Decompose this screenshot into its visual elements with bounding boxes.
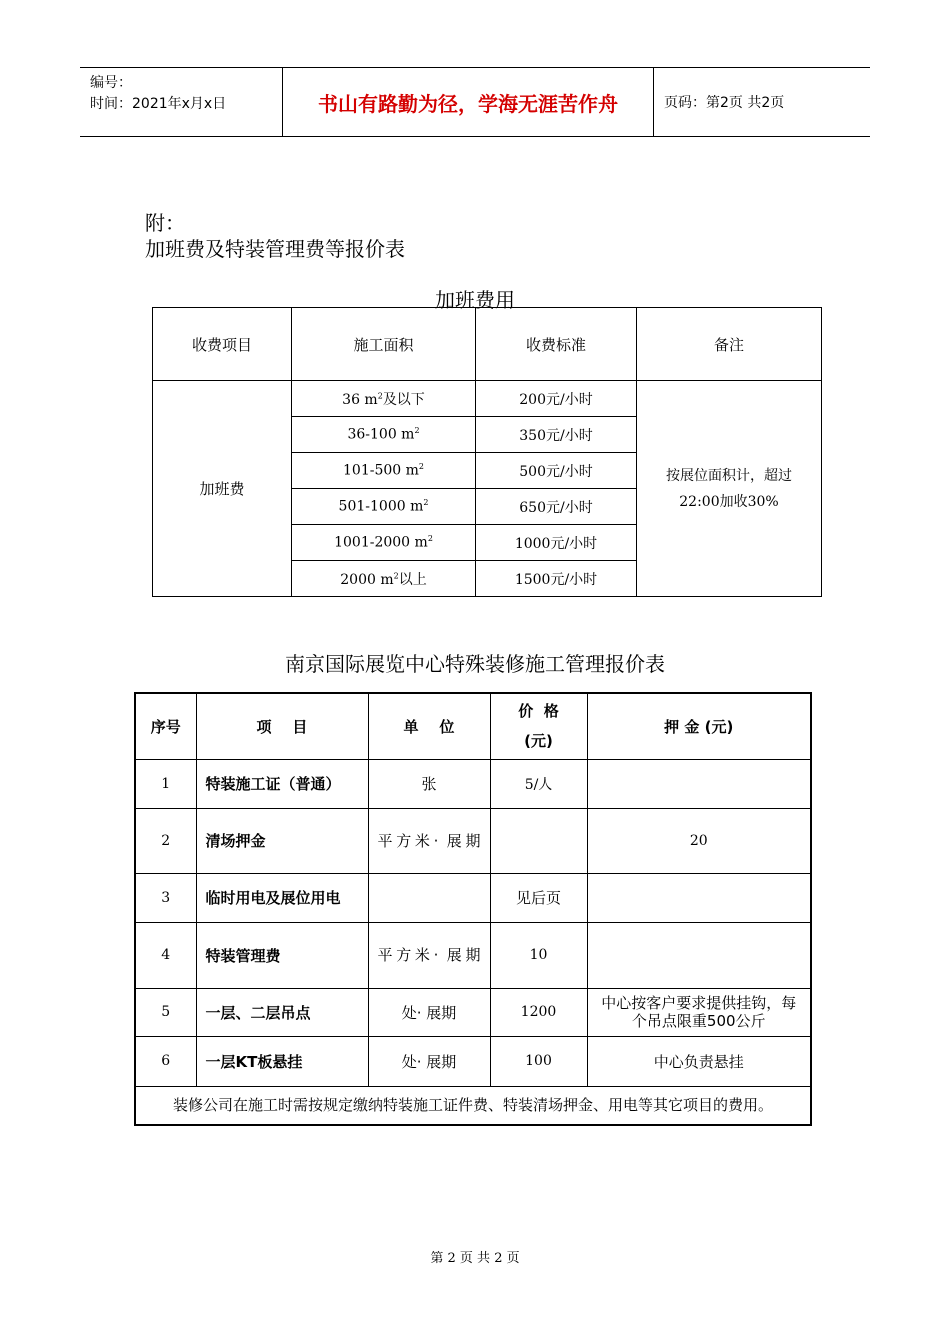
number-label: 编号：	[90, 75, 132, 91]
table-footnote-row	[135, 1086, 811, 1125]
unit-cell: 平方米· 展期	[368, 808, 490, 873]
unit-cell: 处· 展期	[368, 1036, 490, 1086]
item-cell: 清场押金	[196, 808, 368, 873]
document-title: 加班费及特装管理费等报价表	[145, 237, 405, 261]
no-cell: 1	[135, 759, 196, 808]
table-header-row	[135, 693, 811, 759]
area-cell: 501-1000 $m^2$	[292, 489, 476, 525]
unit-cell: 处· 展期	[368, 988, 490, 1036]
price-cell	[490, 808, 587, 873]
rate-cell: 1000元/小时	[476, 525, 637, 561]
item-cell: 一层KT板悬挂	[196, 1036, 368, 1086]
time-label: 时间：2021年x月x日	[90, 96, 227, 112]
no-cell: 5	[135, 988, 196, 1036]
overtime-table-caption: 加班费用	[435, 288, 515, 312]
header-motto: 书山有路勤为径，学海无涯苦作舟	[282, 68, 654, 136]
no-cell: 3	[135, 873, 196, 922]
note-cell: 按展位面积计，超过 22:00加收30%	[637, 381, 822, 597]
price-cell: 见后页	[490, 873, 587, 922]
table-row	[135, 759, 811, 808]
no-cell: 4	[135, 922, 196, 988]
header-meta	[80, 68, 282, 136]
price-cell: 100	[490, 1036, 587, 1086]
area-cell: 2000 $m^2$以上	[292, 561, 476, 597]
deposit-cell: 20	[587, 808, 811, 873]
header-cell: 价 格 (元)	[490, 693, 587, 759]
price-cell: 5/人	[490, 759, 587, 808]
special-decoration-fee-table	[134, 692, 812, 1126]
price-cell: 1200	[490, 988, 587, 1036]
item-cell: 特装管理费	[196, 922, 368, 988]
deposit-cell	[587, 922, 811, 988]
header-page-info: 页码：第2页 共2页	[664, 95, 785, 111]
header-cell: 收费标准	[476, 308, 637, 381]
item-cell: 一层、二层吊点	[196, 988, 368, 1036]
page-header	[80, 67, 870, 137]
rate-cell: 500元/小时	[476, 453, 637, 489]
price-cell: 10	[490, 922, 587, 988]
unit-cell: 张	[368, 759, 490, 808]
rate-cell: 200元/小时	[476, 381, 637, 417]
header-cell: 备注	[637, 308, 822, 381]
unit-cell	[368, 873, 490, 922]
header-cell: 押 金 (元)	[587, 693, 811, 759]
deposit-cell	[587, 873, 811, 922]
unit-cell: 平方米· 展期	[368, 922, 490, 988]
rate-cell: 350元/小时	[476, 417, 637, 453]
special-table-caption: 南京国际展览中心特殊装修施工管理报价表	[285, 652, 665, 676]
header-cell: 收费项目	[153, 308, 292, 381]
page-footer: 第 2 页 共 2 页	[430, 1251, 520, 1266]
header-cell: 序号	[135, 693, 196, 759]
area-cell: 1001-2000 $m^2$	[292, 525, 476, 561]
header-cell: 施工面积	[292, 308, 476, 381]
header-cell: 单 位	[368, 693, 490, 759]
table-row	[153, 381, 822, 417]
rate-cell: 650元/小时	[476, 489, 637, 525]
footnote-cell: 装修公司在施工时需按规定缴纳特装施工证件费、特装清场押金、用电等其它项目的费用。	[135, 1086, 811, 1125]
table-row	[135, 922, 811, 988]
deposit-cell: 中心负责悬挂	[587, 1036, 811, 1086]
no-cell: 6	[135, 1036, 196, 1086]
area-cell: 36 $m^2$及以下	[292, 381, 476, 417]
no-cell: 2	[135, 808, 196, 873]
table-row	[135, 988, 811, 1036]
table-row	[135, 873, 811, 922]
item-cell: 加班费	[153, 381, 292, 597]
deposit-cell	[587, 759, 811, 808]
overtime-fee-table	[152, 307, 822, 597]
deposit-cell: 中心按客户要求提供挂钩，每个吊点限重500公斤	[587, 988, 811, 1036]
item-cell: 临时用电及展位用电	[196, 873, 368, 922]
area-cell: 101-500 $m^2$	[292, 453, 476, 489]
rate-cell: 1500元/小时	[476, 561, 637, 597]
table-row	[135, 1036, 811, 1086]
area-cell: 36-100 $m^2$	[292, 417, 476, 453]
appendix-label: 附：	[145, 211, 185, 235]
item-cell: 特装施工证（普通）	[196, 759, 368, 808]
header-cell: 项 目	[196, 693, 368, 759]
table-header-row	[153, 308, 822, 381]
table-row	[135, 808, 811, 873]
